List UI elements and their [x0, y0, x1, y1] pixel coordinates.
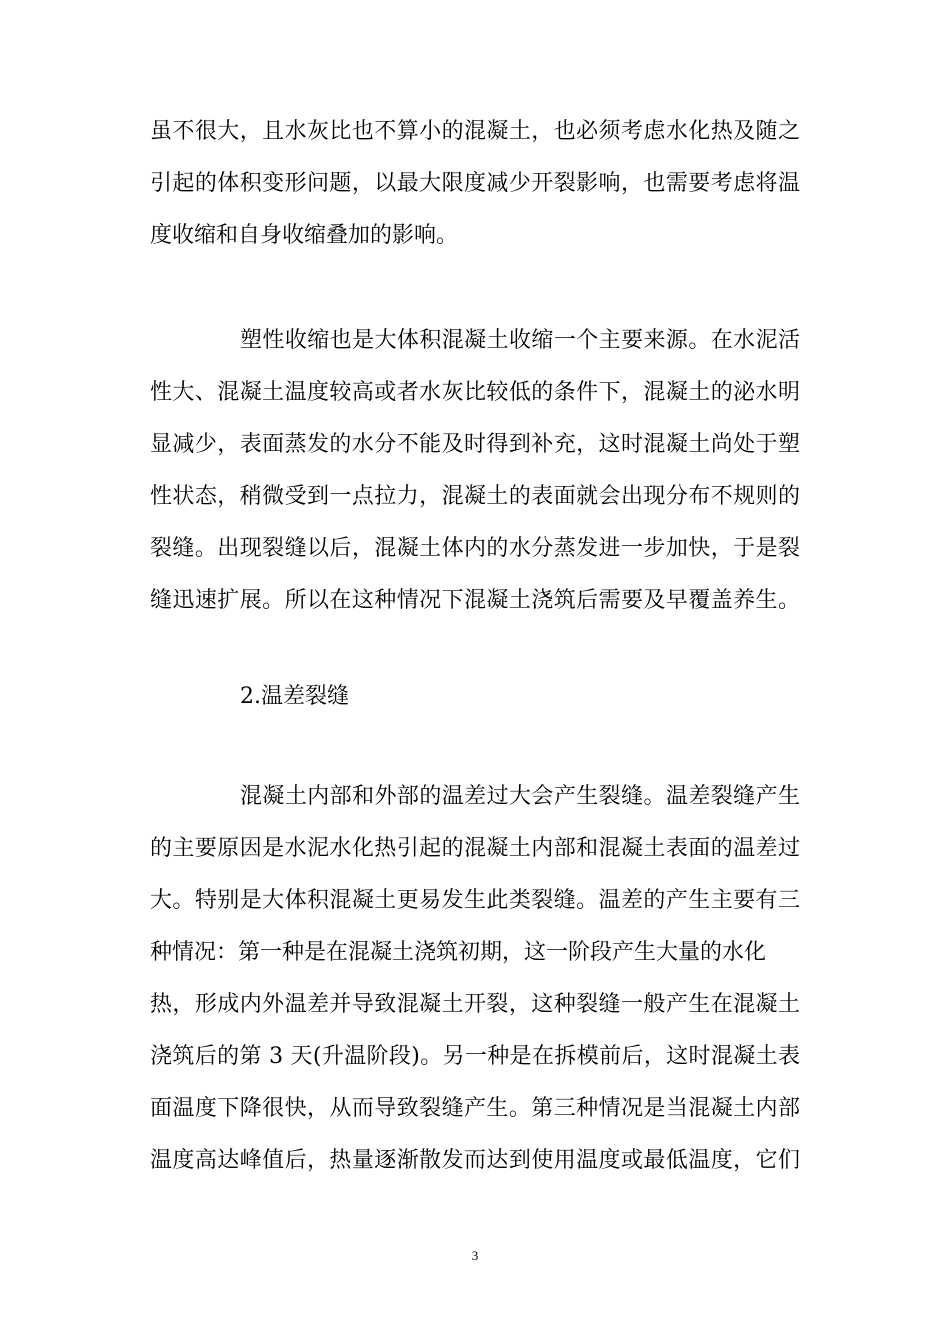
page-number: 3 — [471, 1248, 479, 1263]
paragraph-3-line-8: 温度高达峰值后，热量逐渐散发而达到使用温度或最低温度，它们 — [150, 1148, 800, 1173]
paragraph-1-line-2: 引起的体积变形问题，以最大限度减少开裂影响，也需要考虑将温 — [150, 171, 800, 196]
paragraph-2-line-6: 缝迅速扩展。所以在这种情况下混凝土浇筑后需要及早覆盖养生。 — [150, 588, 800, 613]
paragraph-3-line-7: 面温度下降很快，从而导致裂缝产生。第三种情况是当混凝土内部 — [150, 1096, 800, 1121]
paragraph-3-line-4: 种情况：第一种是在混凝土浇筑初期，这一阶段产生大量的水化 — [150, 940, 767, 965]
paragraph-3-line-5: 热，形成内外温差并导致混凝土开裂，这种裂缝一般产生在混凝土 — [150, 992, 800, 1017]
paragraph-2-line-2: 性大、混凝土温度较高或者水灰比较低的条件下，混凝土的泌水明 — [150, 380, 800, 405]
paragraph-1-line-3: 度收缩和自身收缩叠加的影响。 — [150, 223, 459, 248]
section-heading: 2.温差裂缝 — [240, 684, 349, 709]
paragraph-1-line-1: 虽不很大，且水灰比也不算小的混凝土，也必须考虑水化热及随之 — [150, 119, 800, 144]
paragraph-2-line-3: 显减少，表面蒸发的水分不能及时得到补充，这时混凝土尚处于塑 — [150, 432, 800, 457]
paragraph-3-line-1: 混凝土内部和外部的温差过大会产生裂缝。温差裂缝产生 — [240, 784, 800, 809]
paragraph-3-line-6: 浇筑后的第 3 天(升温阶段)。另一种是在拆模前后，这时混凝土表 — [150, 1044, 800, 1069]
paragraph-2-line-4: 性状态，稍微受到一点拉力，混凝土的表面就会出现分布不规则的 — [150, 484, 800, 509]
paragraph-3-line-3: 大。特别是大体积混凝土更易发生此类裂缝。温差的产生主要有三 — [150, 888, 800, 913]
paragraph-2-line-5: 裂缝。出现裂缝以后，混凝土体内的水分蒸发进一步加快，于是裂 — [150, 536, 800, 561]
paragraph-3-line-2: 的主要原因是水泥水化热引起的混凝土内部和混凝土表面的温差过 — [150, 836, 800, 861]
paragraph-2-line-1: 塑性收缩也是大体积混凝土收缩一个主要来源。在水泥活 — [240, 328, 800, 353]
